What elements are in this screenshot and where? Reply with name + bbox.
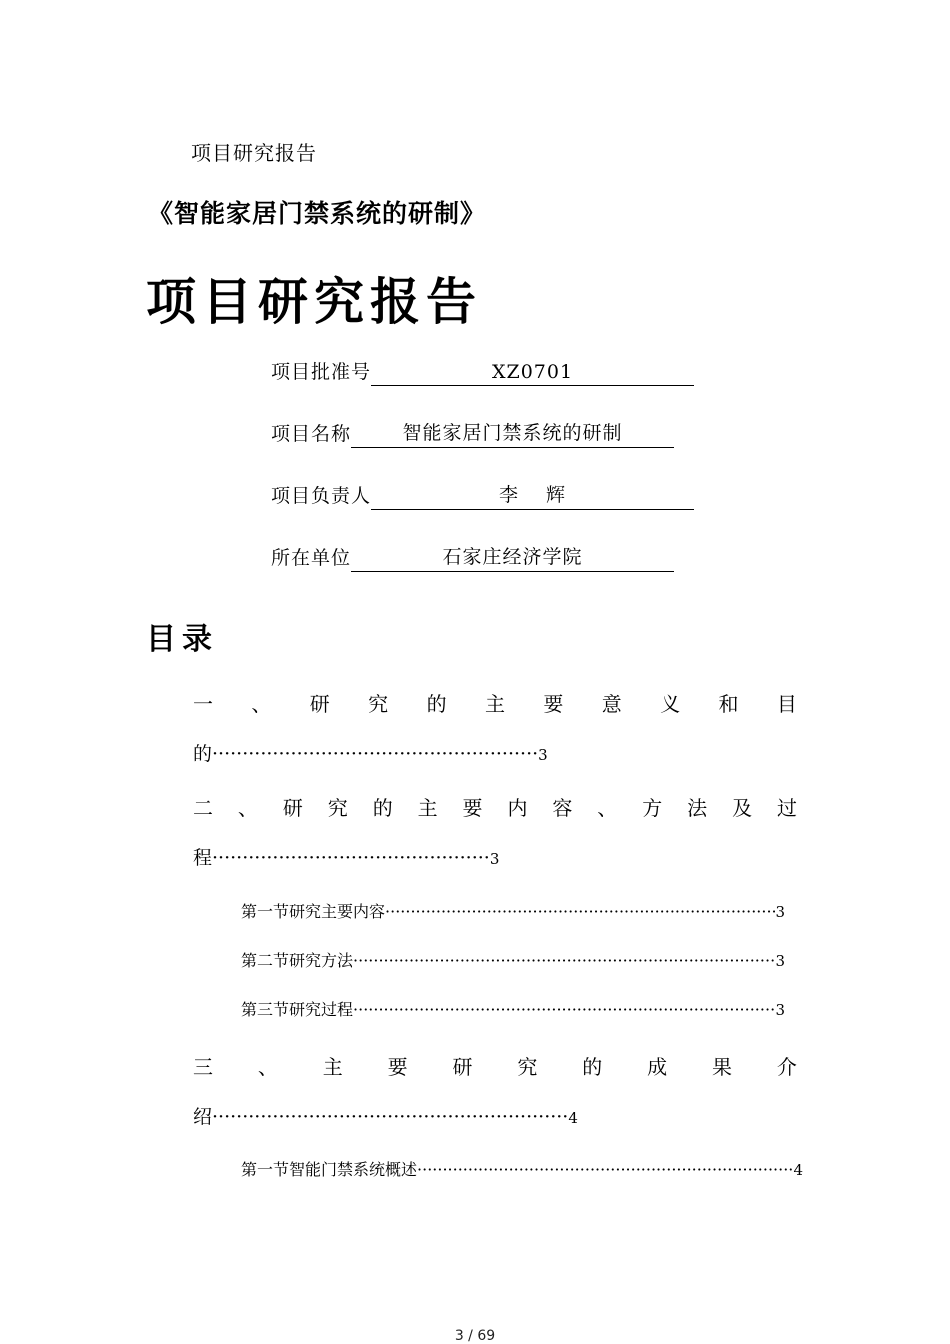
toc-char: 、 xyxy=(237,796,258,820)
toc-tail-char: 的 xyxy=(193,743,213,765)
toc-leader-dots: ·············································· xyxy=(212,847,490,869)
toc-title: 目录 xyxy=(146,622,218,657)
toc-page-number: 3 xyxy=(538,746,548,764)
toc-char: 究 xyxy=(327,796,348,820)
field-label: 项目负责人 xyxy=(271,485,372,507)
toc-char: 主 xyxy=(484,692,505,716)
toc-char: 过 xyxy=(776,796,797,820)
toc-subitem-research-method[interactable] xyxy=(241,948,785,971)
toc-char: 主 xyxy=(417,796,438,820)
toc-subitem-title: 第二节研究方法 xyxy=(241,951,354,970)
field-value: XZ0701 xyxy=(371,361,694,386)
toc-page-number: 4 xyxy=(793,1161,803,1179)
header-small-title: 项目研究报告 xyxy=(191,141,317,165)
main-title: 项目研究报告 xyxy=(146,272,482,331)
field-value: 石家庄经济学院 xyxy=(351,542,674,572)
toc-char: 究 xyxy=(517,1055,538,1079)
toc-char: 、 xyxy=(257,1055,278,1079)
toc-char: 的 xyxy=(426,692,447,716)
toc-page-number: 3 xyxy=(489,850,500,868)
field-label: 所在单位 xyxy=(271,547,352,569)
toc-page-number: 3 xyxy=(775,952,785,970)
toc-subitem-title: 第一节智能门禁系统概述 xyxy=(241,1160,418,1179)
toc-char: 二 xyxy=(193,796,213,820)
toc-char: 内 xyxy=(507,796,528,820)
toc-char: 容 xyxy=(552,796,573,820)
toc-subitem-title: 第一节研究主要内容 xyxy=(241,902,386,921)
toc-char: 三 xyxy=(193,1055,213,1079)
toc-char: 要 xyxy=(462,796,483,820)
toc-char: 研 xyxy=(282,796,303,820)
toc-char: 主 xyxy=(322,1055,343,1079)
toc-item-2-tail[interactable] xyxy=(193,843,499,870)
toc-char: 方 xyxy=(642,796,663,820)
toc-tail-char: 绍 xyxy=(193,1106,213,1128)
toc-char: 目 xyxy=(776,692,797,716)
toc-char: 究 xyxy=(368,692,389,716)
toc-char: 义 xyxy=(660,692,681,716)
field-value: 李 辉 xyxy=(371,480,694,510)
toc-char: 的 xyxy=(372,796,393,820)
toc-char: 研 xyxy=(452,1055,473,1079)
toc-leader-dots: ··························································· xyxy=(212,1106,569,1128)
field-label: 项目批准号 xyxy=(271,361,372,383)
toc-subitem-research-content[interactable] xyxy=(241,899,785,922)
toc-leader-dots xyxy=(417,1160,793,1179)
toc-char: 的 xyxy=(582,1055,603,1079)
toc-subitem-research-process[interactable] xyxy=(241,997,785,1020)
toc-char: 、 xyxy=(597,796,618,820)
toc-char: 意 xyxy=(601,692,622,716)
toc-leader-dots xyxy=(353,1000,775,1019)
toc-char: 要 xyxy=(387,1055,408,1079)
toc-char: 和 xyxy=(718,692,739,716)
toc-char: 法 xyxy=(687,796,708,820)
toc-item-3-tail[interactable] xyxy=(193,1102,578,1129)
field-project-leader xyxy=(271,480,694,510)
field-approval-number xyxy=(271,356,694,386)
toc-page-number: 3 xyxy=(775,1001,785,1019)
toc-item-2[interactable] xyxy=(193,792,797,821)
toc-leader-dots: ······················································ xyxy=(212,743,539,765)
document-subtitle: 《智能家居门禁系统的研制》 xyxy=(148,199,487,228)
toc-item-1-tail[interactable] xyxy=(193,739,548,766)
toc-page-number: 3 xyxy=(775,903,785,921)
toc-leader-dots xyxy=(385,902,775,921)
toc-char: 果 xyxy=(712,1055,732,1079)
toc-char: 一 xyxy=(193,692,213,716)
field-organization xyxy=(271,542,674,572)
toc-char: 及 xyxy=(732,796,753,820)
toc-char: 介 xyxy=(776,1055,797,1079)
toc-subitem-title: 第三节研究过程 xyxy=(241,1000,354,1019)
toc-leader-dots xyxy=(353,951,775,970)
toc-char: 成 xyxy=(647,1055,668,1079)
toc-subitem-access-overview[interactable] xyxy=(241,1157,803,1180)
toc-char: 要 xyxy=(543,692,564,716)
toc-item-3[interactable] xyxy=(193,1051,797,1080)
page-indicator: 3 / 69 xyxy=(454,1328,496,1344)
toc-char: 、 xyxy=(251,692,272,716)
toc-char: 研 xyxy=(309,692,330,716)
toc-item-1[interactable] xyxy=(193,688,797,717)
toc-tail-char: 程 xyxy=(193,847,213,869)
field-project-name xyxy=(271,418,674,448)
field-value: 智能家居门禁系统的研制 xyxy=(351,418,674,448)
toc-page-number: 4 xyxy=(568,1109,578,1127)
field-label: 项目名称 xyxy=(271,423,352,445)
